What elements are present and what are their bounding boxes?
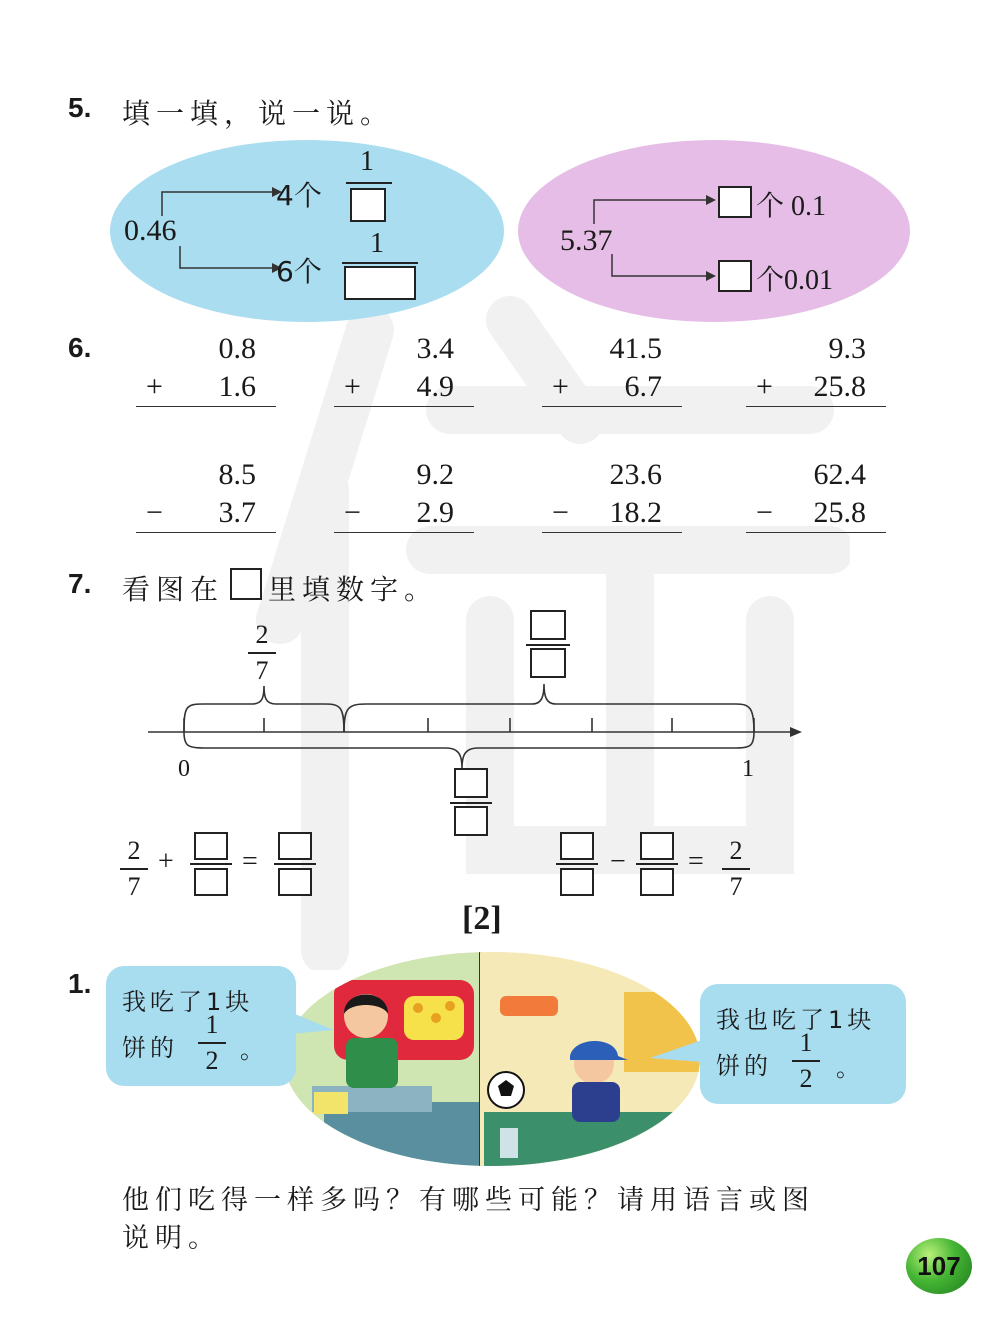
- q5-left-top-denominator-box[interactable]: [350, 188, 386, 222]
- numerator: 2: [127, 836, 141, 865]
- fraction-bar: [120, 868, 148, 870]
- plus-sign: +: [158, 846, 174, 877]
- q7-eq1-addend-numerator-box[interactable]: [194, 832, 228, 860]
- equals-sign: =: [242, 846, 258, 877]
- operand-b: 1.6: [218, 370, 256, 403]
- operator: +: [344, 370, 361, 403]
- left-bubble-line1: 我吃了1块: [122, 988, 254, 1016]
- numerator: 2: [729, 836, 743, 865]
- operand-b: 25.8: [813, 496, 866, 529]
- q6-add-2: [334, 330, 474, 407]
- q1-question-line2: 说明。: [122, 1223, 221, 1254]
- q7-eq1-fraction: [120, 836, 148, 902]
- q6-number: 6.: [68, 332, 92, 363]
- operator: −: [146, 496, 163, 529]
- left-bubble-period: 。: [240, 1036, 268, 1064]
- q7-title-box: [230, 568, 262, 600]
- operand-a: 9.3: [828, 332, 866, 365]
- q6-sub-3: [542, 456, 682, 533]
- q5-left-top-count: 4个: [276, 179, 322, 212]
- page-number-badge: [906, 1238, 972, 1294]
- q5-right-value: 5.37: [560, 224, 613, 257]
- operand-b: 18.2: [609, 496, 662, 529]
- q7-title-pre: 看图在: [122, 573, 225, 606]
- q7-number: 7.: [68, 568, 92, 599]
- q6-add-4: [746, 330, 886, 407]
- operator: +: [552, 370, 569, 403]
- left-bubble-fraction: [198, 1010, 226, 1076]
- operand-a: 23.6: [609, 458, 662, 491]
- q7-eq2-minuend-denominator-box[interactable]: [560, 868, 594, 896]
- right-bubble-fraction: [792, 1028, 820, 1094]
- operator: +: [756, 370, 773, 403]
- q6-add-1: [136, 330, 276, 407]
- operand-a: 62.4: [813, 458, 866, 491]
- operator: −: [344, 496, 361, 529]
- fraction-bar: [346, 182, 392, 184]
- q1-number: 1.: [68, 968, 92, 999]
- minus-sign: −: [610, 846, 626, 877]
- operand-a: 0.8: [218, 332, 256, 365]
- fraction-bar: [722, 868, 750, 870]
- q5-right-bottom-suffix: 个0.01: [756, 265, 834, 296]
- denominator: 2: [205, 1045, 219, 1075]
- q5-number: 5.: [68, 92, 92, 123]
- operand-a: 9.2: [416, 458, 454, 491]
- q7-title-post: 里填数字。: [268, 573, 439, 606]
- q7-eq2-minuend-numerator-box[interactable]: [560, 832, 594, 860]
- q5-left-value: 0.46: [124, 214, 177, 247]
- right-bubble-line2: 饼的: [716, 1052, 772, 1080]
- q5-right-top-suffix: 个 0.1: [756, 191, 827, 222]
- left-bubble-tail: [290, 1008, 336, 1038]
- numerator: 1: [205, 1010, 219, 1039]
- fraction-bar: [450, 802, 492, 804]
- q7-bottom-denominator-box[interactable]: [454, 806, 488, 836]
- fraction-bar: [342, 262, 418, 264]
- q5-right-top-box[interactable]: [718, 186, 752, 218]
- q7-eq1-result-denominator-box[interactable]: [278, 868, 312, 896]
- section-heading: [2]: [462, 900, 502, 937]
- operand-a: 8.5: [218, 458, 256, 491]
- q1-question-line1: 他们吃得一样多吗？有哪些可能？请用语言或图: [122, 1185, 815, 1216]
- denominator: 7: [127, 871, 141, 901]
- q7-top-denominator-box[interactable]: [530, 648, 566, 678]
- q7-eq2-subtrahend-numerator-box[interactable]: [640, 832, 674, 860]
- denominator: 2: [799, 1063, 813, 1093]
- operand-b: 6.7: [624, 370, 662, 403]
- page-number: 107: [917, 1250, 961, 1281]
- operator: −: [756, 496, 773, 529]
- operand-a: 3.4: [416, 332, 454, 365]
- q6-sub-4: [746, 456, 886, 533]
- right-bubble-line1: 我也吃了1块: [716, 1006, 876, 1034]
- q7-eq1-result-numerator-box[interactable]: [278, 832, 312, 860]
- fraction-bar: [526, 644, 570, 646]
- left-bubble-line2: 饼的: [122, 1034, 178, 1062]
- operand-b: 25.8: [813, 370, 866, 403]
- q6-sub-2: [334, 456, 474, 533]
- operator: +: [146, 370, 163, 403]
- q5-left-bottom-numerator: 1: [370, 228, 384, 259]
- operand-a: 41.5: [609, 332, 662, 365]
- q7-eq1-addend-denominator-box[interactable]: [194, 868, 228, 896]
- right-bubble-tail: [650, 1036, 704, 1066]
- q7-one-label: 1: [742, 756, 754, 782]
- right-bubble-period: 。: [836, 1054, 864, 1082]
- q7-eq2-subtrahend-denominator-box[interactable]: [640, 868, 674, 896]
- q7-eq2-fraction: [722, 836, 750, 902]
- denominator: 7: [729, 871, 743, 901]
- q6-add-3: [542, 330, 682, 407]
- fraction-bar: [190, 863, 232, 865]
- operator: −: [552, 496, 569, 529]
- equals-sign: =: [688, 846, 704, 877]
- q7-zero-label: 0: [178, 756, 190, 782]
- q5-right-bottom-box[interactable]: [718, 260, 752, 292]
- numerator: 1: [799, 1028, 813, 1057]
- fraction-bar: [792, 1060, 820, 1062]
- q5-left-top-numerator: 1: [360, 146, 374, 177]
- fraction-bar: [248, 652, 276, 654]
- q5-left-bottom-count: 6个: [276, 255, 322, 288]
- fraction-bar: [556, 863, 598, 865]
- fraction-bar: [198, 1042, 226, 1044]
- illustration: [284, 952, 700, 1166]
- q5-left-bottom-denominator-box[interactable]: [344, 266, 416, 300]
- fraction-bar: [636, 863, 678, 865]
- operand-b: 4.9: [416, 370, 454, 403]
- q6-sub-1: [136, 456, 276, 533]
- denominator: 7: [255, 655, 269, 685]
- numerator: 2: [255, 620, 269, 649]
- fraction-bar: [274, 863, 316, 865]
- q7-bottom-numerator-box[interactable]: [454, 768, 488, 798]
- operand-b: 2.9: [416, 496, 454, 529]
- q7-top-numerator-box[interactable]: [530, 610, 566, 640]
- q7-number-line: [140, 676, 820, 776]
- operand-b: 3.7: [218, 496, 256, 529]
- q5-title: 填一填，说一说。: [122, 97, 395, 130]
